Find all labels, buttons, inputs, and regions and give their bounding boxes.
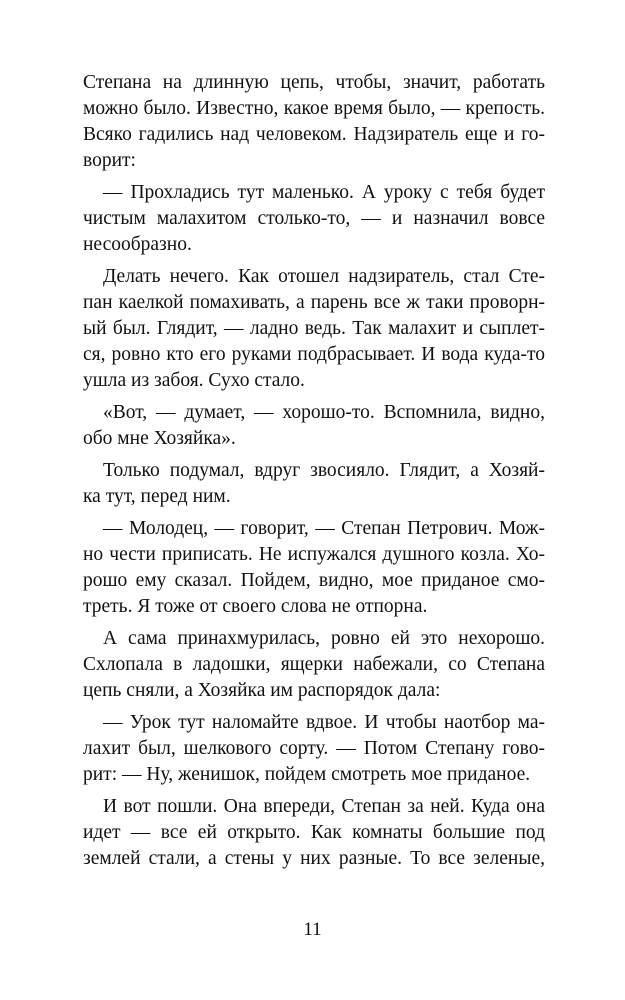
text-line: землей стали, а стены у них разные. То все зеленые, [83,848,545,869]
text-line: лахит был, шелкового сорту. — Потом Степану гово- [83,738,545,759]
text-line: треть. Я тоже от своего слова не отпорна. [83,596,428,617]
text-line: ворит: [83,150,136,171]
text-line: идет — все ей открыто. Как комнаты большие под [83,822,545,843]
text-line: чистым малахитом столько-то, — и назначил вовсе [83,208,545,229]
text-line: можно было. Известно, какое время было, — крепость. [83,98,545,119]
text-line: Всяко гадились над человеком. Надзиратель еще и го- [83,124,545,145]
text-line: рит: — Ну, женишок, пойдем смотреть мое приданое. [83,764,531,785]
text-line: несообразно. [83,234,192,255]
text-line: Делать нечего. Как отошел надзиратель, стал Сте- [103,266,545,287]
text-line: пан каелкой помахивать, а парень все ж таки проворн- [83,292,545,313]
text-line: Схлопала в ладошки, ящерки набежали, со Степана [83,654,545,675]
text-line: И вот пошли. Она впереди, Степан за ней. Куда она [103,796,545,817]
text-line: «Вот, — думает, — хорошо-то. Вспомнила, видно, [103,402,545,423]
text-line: рошо ему сказал. Пойдем, видно, мое приданое смо- [83,570,545,591]
text-line: но чести приписать. Не испужался душного козла. Хо- [83,544,545,565]
text-line: — Прохладись тут маленько. А уроку с тебя будет [103,182,545,203]
text-line: Только подумал, вдруг звосияло. Глядит, а Хозяй- [103,460,545,481]
body-text [83,70,545,872]
text-line: ка тут, перед ним. [83,486,231,507]
text-line: А сама принахмурилась, ровно ей это нехорошо. [103,628,545,649]
text-line: ушла из забоя. Сухо стало. [83,370,305,391]
text-line: цепь сняли, а Хозяйка им распорядок дала: [83,680,441,701]
text-line: обо мне Хозяйка». [83,428,236,449]
text-line: — Молодец, — говорит, — Степан Петрович. Мож- [103,518,545,539]
text-line: ся, ровно кто его руками подбрасывает. И вода куда-то [83,344,545,365]
page-number: 11 [303,919,322,940]
text-line: ый был. Глядит, — ладно ведь. Так малахит и сыплет- [83,318,545,339]
text-line: — Урок тут наломайте вдвое. И чтобы наотбор ма- [103,712,545,733]
text-line: Степана на длинную цепь, чтобы, значит, работать [83,72,545,93]
